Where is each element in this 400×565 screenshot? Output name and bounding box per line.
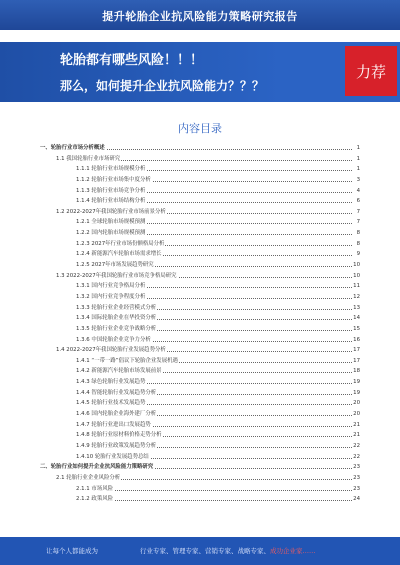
toc-entry-page: 7 [352,207,360,218]
toc-entry[interactable] [40,377,360,388]
toc-entry[interactable] [40,249,360,260]
toc-entry[interactable] [40,356,360,367]
toc-entry[interactable] [40,313,360,324]
footer-slogan-left: 让每个人都能成为 [46,547,98,555]
recommend-stamp [345,46,397,96]
toc-entry-page: 13 [352,303,360,314]
toc-entry[interactable] [40,335,360,346]
toc-entry-label: 1.1 我国轮胎行业市场研究 [56,154,121,165]
toc-entry[interactable] [40,186,360,197]
toc-entry-label: 1.3.4 国际轮胎企业在华投资分析 [76,313,157,324]
toc-entry[interactable] [40,175,360,186]
table-of-contents [40,143,360,505]
toc-entry-page: 15 [352,324,360,335]
toc-entry[interactable] [40,409,360,420]
toc-entry-page: 14 [352,313,360,324]
toc-entry-label: 1.3.1 国内行业竞争格局分析 [76,281,146,292]
toc-entry-label: 1.4.5 轮胎行业技术发展趋势 [76,398,146,409]
toc-entry-page: 10 [352,260,360,271]
toc-entry[interactable] [40,420,360,431]
toc-entry-page: 24 [352,494,360,505]
toc-entry-label: 2.1.1 市场风险 [76,484,114,495]
toc-entry-label: 1.1.4 轮胎行业市场结构分析 [76,196,146,207]
toc-entry-page: 17 [352,356,360,367]
banner-headline: 轮胎都有哪些风险！！！ [60,53,204,68]
toc-entry[interactable] [40,324,360,335]
toc-entry-page: 21 [352,430,360,441]
toc-entry[interactable] [40,441,360,452]
toc-entry-label: 1.1.2 轮胎行业市场集中度分析 [76,175,152,186]
toc-entry-label: 1.1.3 轮胎行业市场竞争分析 [76,186,146,197]
footer-slogan-highlight: 成功企业家…… [270,547,316,555]
toc-entry-page: 7 [352,217,360,228]
toc-entry[interactable] [40,398,360,409]
footer-bar [0,537,400,565]
toc-entry-page: 20 [352,398,360,409]
toc-entry[interactable] [40,143,360,154]
toc-entry-label: 1.4.1 “一带一路”倡议下轮胎企业发展机遇 [76,356,179,367]
toc-entry-page: 1 [352,164,360,175]
toc-heading: 内容目录 [178,122,222,135]
toc-entry[interactable] [40,207,360,218]
toc-entry-label: 1.3.5 轮胎行业企业竞争战略分析 [76,324,157,335]
promo-banner [0,42,400,102]
toc-entry-page: 9 [352,249,360,260]
toc-entry-label: 1.4.8 轮胎行业原材料价格走势分析 [76,430,163,441]
banner-subheadline: 那么，如何提升企业抗风险能力？？？ [60,79,265,93]
report-title: 提升轮胎企业抗风险能力策略研究报告 [102,10,298,23]
toc-entry[interactable] [40,462,360,473]
toc-entry-page: 17 [352,345,360,356]
toc-entry-label: 1.2.5 2027年市场发展趋势研究 [76,260,155,271]
toc-entry[interactable] [40,164,360,175]
toc-entry-label: 1.4.2 新能源汽车轮胎市场发展前景 [76,366,163,377]
toc-entry-page: 4 [352,186,360,197]
toc-entry-page: 22 [352,441,360,452]
toc-entry-label: 二、轮胎行业如何提升企业抗风险能力策略研究 [40,462,154,473]
toc-entry-page: 18 [352,366,360,377]
toc-entry[interactable] [40,196,360,207]
toc-entry-page: 8 [352,239,360,250]
toc-entry-label: 1.4.3 绿色轮胎行业发展趋势 [76,377,146,388]
toc-entry-page: 3 [352,175,360,186]
toc-entry-page: 12 [352,292,360,303]
toc-entry-page: 20 [352,409,360,420]
toc-entry-label: 1.3.3 轮胎行业企业经营模式分析 [76,303,157,314]
toc-entry[interactable] [40,292,360,303]
toc-entry[interactable] [40,388,360,399]
toc-entry[interactable] [40,154,360,165]
footer-slogan-roles: 行业专家、管理专家、营销专家、战略专家、 [140,547,270,555]
top-header-bar [0,0,400,30]
toc-entry[interactable] [40,473,360,484]
toc-entry-label: 1.4.4 智能轮胎行业发展趋势分析 [76,388,157,399]
toc-entry-page: 1 [352,154,360,165]
toc-entry-label: 1.3.2 国内行业竞争程度分析 [76,292,146,303]
toc-entry-label: 1.2 2022-2027年我国轮胎行业市场前景分析 [56,207,167,218]
toc-entry-label: 1.2.2 国内轮胎市场规模预测 [76,228,146,239]
toc-entry-label: 1.1.1 轮胎行业市场规模分析 [76,164,146,175]
toc-entry-page: 1 [352,143,360,154]
toc-entry-label: 1.3 2022-2027年我国轮胎行业市场竞争格局研究 [56,271,178,282]
toc-entry-label: 一、轮胎行业市场分析概述 [40,143,106,154]
toc-entry-label: 1.4.6 国内轮胎企业海外建厂分析 [76,409,157,420]
toc-entry-label: 1.3.6 中国轮胎企业竞争力分析 [76,335,152,346]
toc-entry[interactable] [40,430,360,441]
toc-entry-page: 10 [352,271,360,282]
footer-slogan-right [140,546,316,555]
toc-entry-label: 1.4.7 轮胎行业进出口发展趋势 [76,420,152,431]
toc-entry-label: 2.1 轮胎行业企业风险分析 [56,473,121,484]
toc-entry-page: 11 [352,281,360,292]
toc-entry[interactable] [40,366,360,377]
toc-entry-label: 1.2.1 全球轮胎市场规模预测 [76,217,146,228]
toc-entry-page: 23 [352,462,360,473]
toc-entry-label: 2.1.2 政策风险 [76,494,114,505]
toc-entry-page: 19 [352,377,360,388]
toc-entry-page: 8 [352,228,360,239]
toc-dot-leader [76,490,352,491]
toc-entry-page: 16 [352,335,360,346]
toc-entry[interactable] [40,303,360,314]
toc-entry-page: 21 [352,420,360,431]
toc-entry-label: 1.4 2022-2027年我国轮胎行业发展趋势分析 [56,345,167,356]
stamp-text: 力荐 [355,63,386,81]
toc-entry-page: 19 [352,388,360,399]
toc-entry-page: 23 [352,473,360,484]
toc-entry[interactable] [40,271,360,282]
toc-entry-label: 1.4.9 轮胎行业政策发展趋势分析 [76,441,157,452]
toc-entry[interactable] [40,452,360,463]
toc-dot-leader [76,500,352,501]
toc-entry-page: 6 [352,196,360,207]
toc-entry-label: 1.2.3 2027年行业市场份额格局分析 [76,239,165,250]
toc-entry[interactable] [40,345,360,356]
toc-entry[interactable] [40,217,360,228]
toc-entry-page: 22 [352,452,360,463]
toc-entry[interactable] [40,260,360,271]
toc-entry-label: 1.4.10 轮胎行业发展趋势总结 [76,452,150,463]
toc-entry-label: 1.2.4 新能源汽车轮胎市场需求增长 [76,249,163,260]
toc-entry-page: 23 [352,484,360,495]
toc-entry[interactable] [40,494,360,505]
toc-entry[interactable] [40,484,360,495]
toc-entry[interactable] [40,239,360,250]
toc-entry[interactable] [40,228,360,239]
toc-entry[interactable] [40,281,360,292]
